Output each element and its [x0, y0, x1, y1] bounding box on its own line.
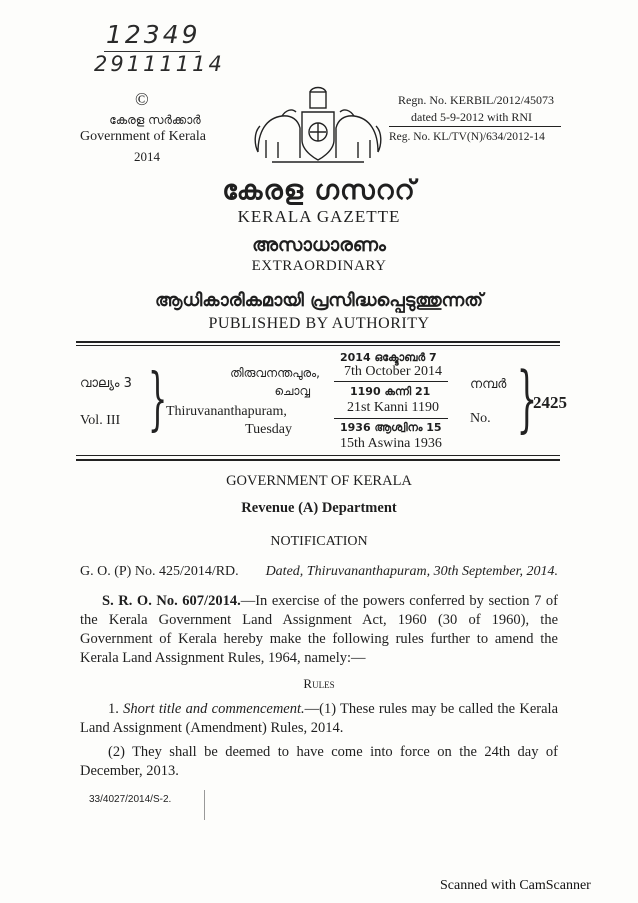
- rules-heading: Rules: [303, 676, 335, 691]
- sro-number: S. R. O. No. 607/2014.: [102, 593, 241, 609]
- scanner-watermark: Scanned with CamScanner: [440, 878, 591, 893]
- registration-number: Regn. No. KERBIL/2012/45073: [398, 93, 554, 107]
- volume-malayalam: വാല്യം 3: [80, 376, 132, 391]
- go-number: G. O. (P) No. 425/2014/RD.: [80, 564, 239, 579]
- published-by-authority: PUBLISHED BY AUTHORITY: [208, 315, 430, 332]
- extraordinary-label: EXTRAORDINARY: [251, 258, 387, 274]
- extraordinary-malayalam: അസാധാരണം: [252, 234, 386, 256]
- reg-number-rni: Reg. No. KL/TV(N)/634/2012-14: [389, 131, 545, 143]
- date-gregorian: 7th October 2014: [344, 364, 442, 379]
- go-date: Dated, Thiruvananthapuram, 30th September, 2014.: [265, 564, 558, 579]
- rule-1-paragraph: [80, 700, 558, 738]
- registration-date: dated 5-9-2012 with RNI: [411, 110, 532, 124]
- kerala-emblem: [252, 82, 384, 172]
- date-gregorian-malayalam: 2014 ഒക്ടോബർ 7: [340, 351, 437, 364]
- copyright-symbol: ©: [135, 89, 149, 109]
- volume-english: Vol. III: [80, 413, 121, 428]
- sro-paragraph: [80, 592, 558, 668]
- masthead-top-rule: [76, 341, 560, 343]
- rule-1-text: —(1) These rules may be called the Kerala Land Assignment (Amendment) Rules, 2014.: [80, 701, 559, 736]
- volume-brace: }: [147, 360, 168, 439]
- date-divider-1: [334, 381, 448, 382]
- number-malayalam: നമ്പർ: [470, 377, 507, 392]
- sro-text: —In exercise of the powers conferred by section 7 of the Kerala Government Land Assignment Act, 1960 (30 of 1960), the Government of Kerala hereby make the following rules further to amend the Kerala Land Assignment Rules, 1964, namely:—: [80, 593, 559, 666]
- date-saka: 15th Aswina 1936: [340, 436, 442, 451]
- handwritten-number-top: 12349: [106, 20, 201, 49]
- registration-underline: [389, 126, 561, 127]
- government-english: Government of Kerala: [80, 129, 206, 144]
- print-code: 33/4027/2014/S-2.: [89, 794, 172, 805]
- masthead-top-rule-thin: [76, 345, 560, 346]
- government-heading: GOVERNMENT OF KERALA: [226, 473, 412, 489]
- handwritten-number-bottom: 29111114: [94, 52, 225, 76]
- day-malayalam: ചൊവ്വ: [274, 384, 310, 398]
- date-saka-malayalam: 1936 ആശ്വിനം 15: [340, 421, 442, 434]
- government-year: 2014: [134, 149, 160, 164]
- number-brace: }: [516, 356, 538, 440]
- margin-mark: [204, 790, 205, 820]
- government-malayalam: കേരള സർക്കാർ: [109, 113, 201, 127]
- published-malayalam: ആധികാരികമായി പ്രസിദ്ധപ്പെടുത്തുന്നത്: [155, 290, 483, 311]
- notification-heading: NOTIFICATION: [270, 534, 368, 549]
- place-malayalam: തിരുവനന്തപുരം,: [230, 366, 320, 380]
- rule-1-title: Short title and commencement.: [123, 701, 305, 717]
- rule-2-text: (2) They shall be deemed to have come into force on the 24th day of December, 2013.: [80, 744, 558, 779]
- number-label: No.: [470, 411, 491, 426]
- masthead-bottom-rule-thin: [76, 455, 560, 456]
- day-english: Tuesday: [245, 422, 292, 437]
- rule-2-paragraph: [80, 743, 558, 781]
- gazette-title: KERALA GAZETTE: [237, 207, 401, 226]
- department-heading: Revenue (A) Department: [241, 500, 397, 516]
- gazette-title-malayalam: കേരള ഗസററ്: [222, 175, 416, 206]
- masthead-bottom-rule: [76, 459, 560, 461]
- date-kollam-malayalam: 1190 കന്നി 21: [350, 385, 431, 398]
- gazette-number: 2425: [533, 393, 567, 412]
- date-kollam: 21st Kanni 1190: [347, 400, 440, 415]
- rule-1-number: 1.: [108, 701, 119, 717]
- date-divider-2: [334, 418, 448, 419]
- place-english: Thiruvananthapuram,: [166, 404, 287, 419]
